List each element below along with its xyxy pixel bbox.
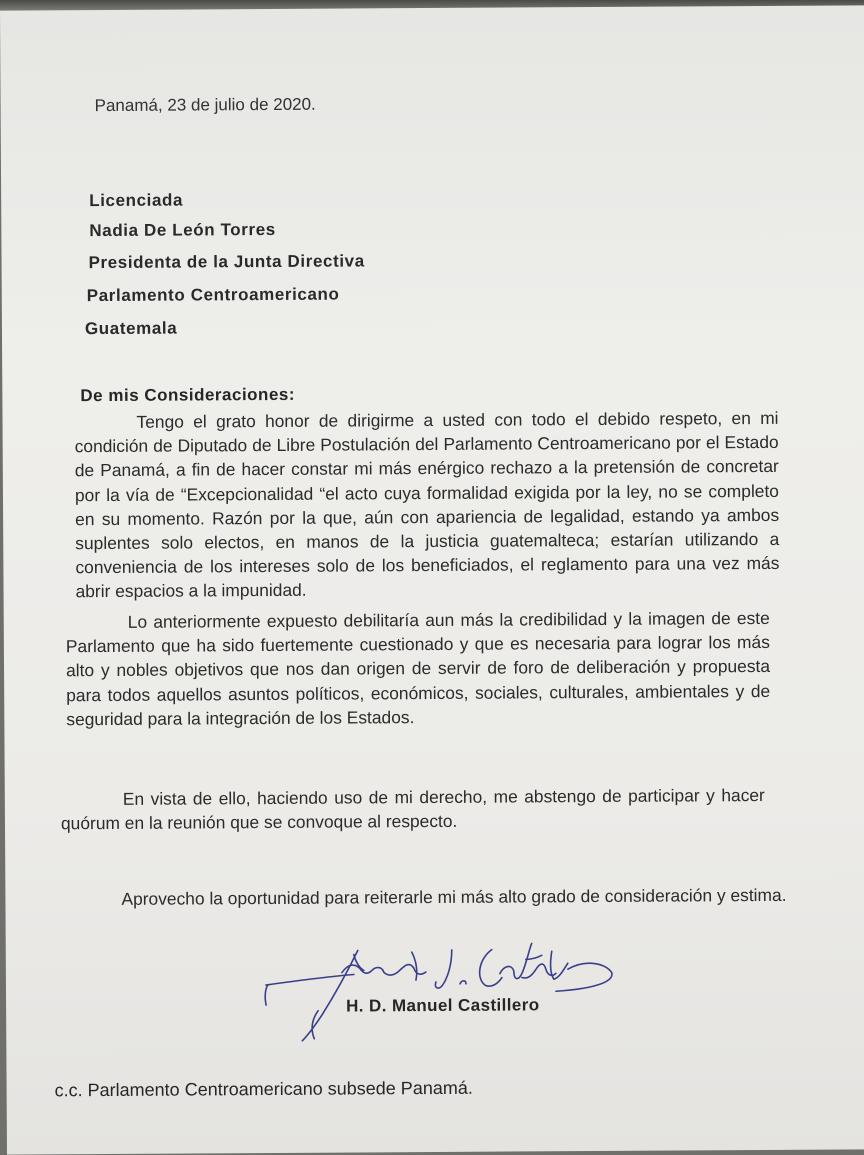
closing-paragraph xyxy=(59,883,803,912)
body-paragraph xyxy=(66,606,771,731)
carbon-copy: c.c. Parlamento Centroamericano subsede Panamá. xyxy=(54,1077,473,1101)
recipient-title: Licenciada xyxy=(89,190,184,211)
paragraph-text: Aprovecho la oportunidad para reiterarle mi más alto grado de consideración y estima. xyxy=(121,884,787,909)
greeting: De mis Consideraciones: xyxy=(80,384,296,406)
letter-page xyxy=(0,5,864,1154)
paragraph-text: En vista de ello, haciendo uso de mi derecho, me abstengo de participar y hacer quórum en la reunión que se convoque al respecto. xyxy=(60,784,765,834)
recipient-country: Guatemala xyxy=(84,318,178,339)
paragraph-text: Lo anteriormente expuesto debilitaría aun más la credibilidad y la imagen de este Parlamento que ha sido fuertemente cuestionado y que es necesaria para lograr los más alto y nobles objetivos que nos dan origen de servir de foro de deliberación y propuesta para todos aquellos asuntos políticos, económicos, sociales, culturales, ambientales y de seguridad para la integración de los Estados. xyxy=(65,607,771,730)
signer-name: H. D. Manuel Castillero xyxy=(346,995,540,1016)
paragraph-text: Tengo el grato honor de dirigirme a usted con todo el debido respeto, en mi condición de Diputado de Libre Postulación del Parlamento Centroamericano por el Estado de Panamá, a fin de hacer constar mi más enérgico rechazo a la pretensión de concretar por la vía de “Excepcionalidad “el acto cuya formalidad exigida por la ley, no se completo en su momento. Razón por la que, aún con apariencia de legalidad, estando ya ambos suplentes solo electos, en manos de la justicia guatemalteca; estarían utilizando a conveniencia de los intereses solo de los beneficiados, el reglamento para una vez más abrir espacios a la impunidad. xyxy=(74,407,780,602)
recipient-organization: Parlamento Centroamericano xyxy=(86,284,340,306)
body-paragraph xyxy=(61,783,765,836)
recipient-name: Nadia De León Torres xyxy=(89,219,276,241)
body-paragraph xyxy=(74,406,779,604)
letter-date: Panamá, 23 de julio de 2020. xyxy=(94,94,316,116)
handwritten-signature xyxy=(256,939,617,1051)
recipient-position: Presidenta de la Junta Directiva xyxy=(88,251,365,273)
